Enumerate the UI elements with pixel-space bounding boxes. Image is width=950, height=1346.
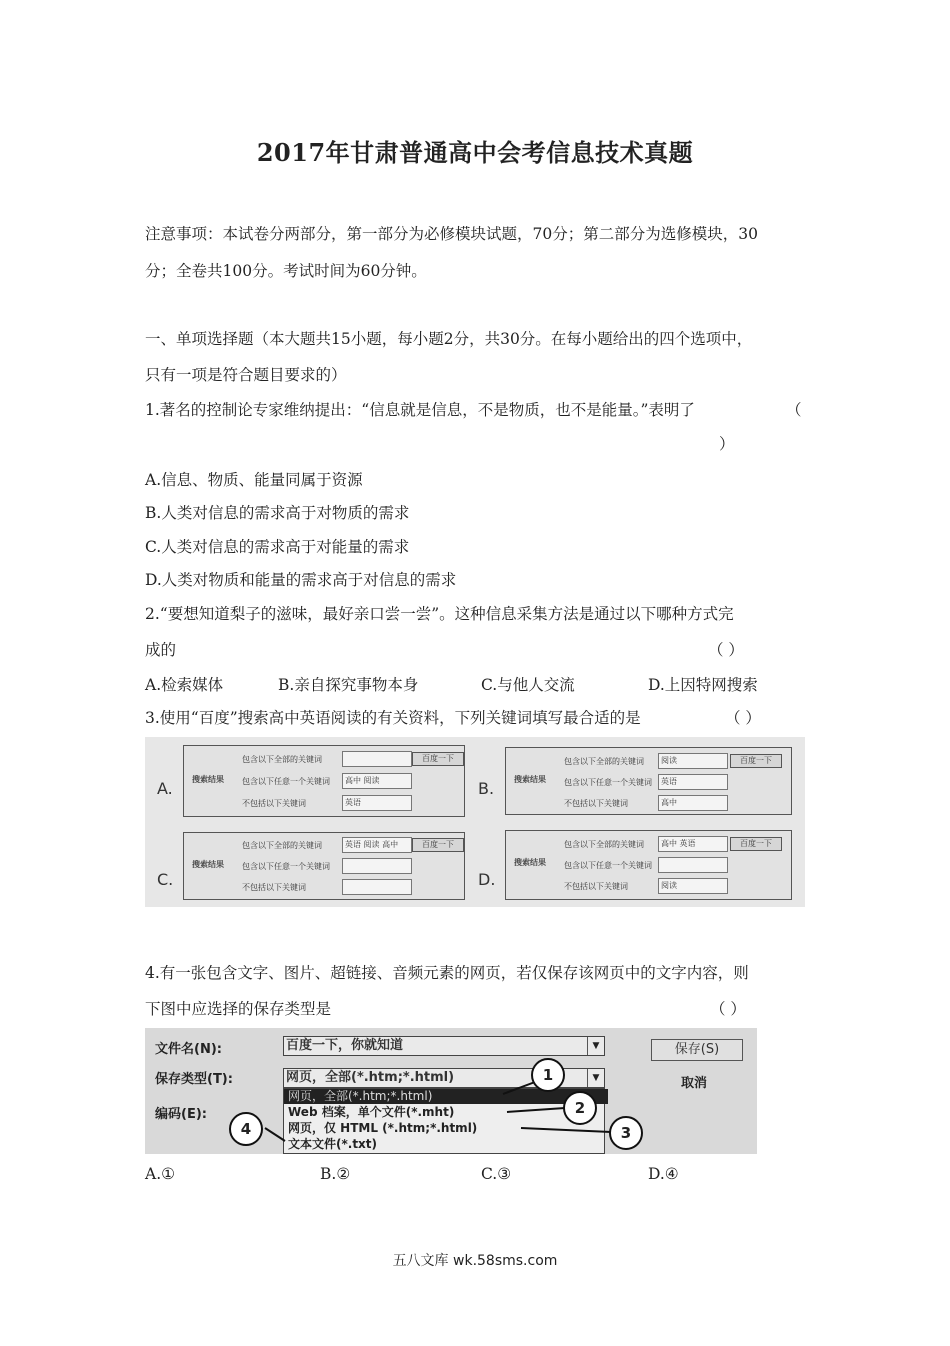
q2-option-c: C.与他人交流 <box>481 676 575 694</box>
q3-search-figure <box>145 737 805 907</box>
keyword-any-input[interactable] <box>658 857 728 873</box>
q2-option-d: D.上因特网搜索 <box>648 676 758 694</box>
q1-option-a: A.信息、物质、能量同属于资源 <box>145 471 363 489</box>
baidu-search-button[interactable]: 百度一下 <box>412 752 464 766</box>
marker-3: 3 <box>609 1116 643 1150</box>
search-results-label: 搜索结果 <box>192 860 224 869</box>
row-label-exclude: 不包括以下关键词 <box>242 799 306 808</box>
notice-line-2: 分；全卷共100分。考试时间为60分钟。 <box>145 262 427 280</box>
dropdown-option-3[interactable]: 网页，仅 HTML (*.htm;*.html) <box>288 1121 478 1135</box>
section-heading-line-1: 一、单项选择题（本大题共15小题，每小题2分，共30分。在每小题给出的四个选项中， <box>145 330 753 348</box>
chevron-down-icon[interactable]: ▼ <box>587 1069 604 1087</box>
q2-paren: （ ） <box>708 641 744 659</box>
chevron-down-icon[interactable]: ▼ <box>587 1037 604 1055</box>
q4-option-c: C.③ <box>481 1165 512 1183</box>
search-panel-c <box>183 832 465 900</box>
dropdown-option-2[interactable]: Web 档案，单个文件(*.mht) <box>288 1105 455 1119</box>
marker-4: 4 <box>229 1112 263 1146</box>
row-label-any: 包含以下任意一个关键词 <box>564 861 652 870</box>
save-type-label: 保存类型(T): <box>155 1072 233 1087</box>
search-panel-b <box>505 747 792 815</box>
marker-1: 1 <box>531 1058 565 1092</box>
q4-line-2: 下图中应选择的保存类型是 <box>145 1000 332 1018</box>
dropdown-option-4[interactable]: 文本文件(*.txt) <box>288 1137 378 1151</box>
q3-paren: （ ） <box>725 709 761 727</box>
keyword-all-input[interactable]: 高中 英语 <box>658 836 728 852</box>
q4-option-b: B.② <box>320 1165 351 1183</box>
q1-option-d: D.人类对物质和能量的需求高于对信息的需求 <box>145 571 457 589</box>
section-heading-line-2: 只有一项是符合题目要求的） <box>145 366 347 384</box>
q1-paren-open: （ <box>786 401 802 419</box>
q1-stem: 1.著名的控制论专家维纳提出：“信息就是信息，不是物质，也不是能量。”表明了 <box>145 401 695 419</box>
keyword-any-input[interactable]: 高中 阅读 <box>342 773 412 789</box>
q4-save-dialog-figure <box>145 1028 757 1154</box>
row-label-all: 包含以下全部的关键词 <box>564 840 644 849</box>
footer-watermark: 五八文库 wk.58sms.com <box>392 1253 558 1269</box>
keyword-exclude-input[interactable] <box>342 879 412 895</box>
marker-2: 2 <box>563 1091 597 1125</box>
keyword-all-input[interactable] <box>342 751 412 767</box>
q4-option-d: D.④ <box>648 1165 679 1183</box>
row-label-exclude: 不包括以下关键词 <box>564 882 628 891</box>
cancel-button[interactable]: 取消 <box>681 1076 708 1091</box>
q2-line-1: 2.“要想知道梨子的滋味，最好亲口尝一尝”。这种信息采集方法是通过以下哪种方式完 <box>145 605 734 623</box>
search-results-label: 搜索结果 <box>514 775 546 784</box>
search-results-label: 搜索结果 <box>514 858 546 867</box>
notice-line-1: 注意事项：本试卷分两部分，第一部分为必修模块试题，70分；第二部分为选修模块，30 <box>145 225 758 243</box>
keyword-any-input[interactable]: 英语 <box>658 774 728 790</box>
row-label-any: 包含以下任意一个关键词 <box>242 777 330 786</box>
baidu-search-button[interactable]: 百度一下 <box>730 837 782 851</box>
row-label-all: 包含以下全部的关键词 <box>564 757 644 766</box>
q2-option-b: B.亲自探究事物本身 <box>278 676 419 694</box>
save-type-select[interactable]: 网页，全部(*.htm;*.html) <box>283 1068 605 1088</box>
dropdown-option-1[interactable]: 网页，全部(*.htm;*.html) <box>284 1089 608 1104</box>
filename-input[interactable]: 百度一下，你就知道 <box>283 1036 605 1056</box>
filename-label: 文件名(N): <box>155 1042 222 1057</box>
q4-paren: （ ） <box>710 1000 746 1018</box>
keyword-exclude-input[interactable]: 高中 <box>658 795 728 811</box>
keyword-exclude-input[interactable]: 英语 <box>342 795 412 811</box>
row-label-any: 包含以下任意一个关键词 <box>242 862 330 871</box>
encoding-label: 编码(E): <box>155 1107 207 1122</box>
keyword-all-input[interactable]: 英语 阅读 高中 <box>342 837 412 853</box>
panel-d-letter: D. <box>478 870 496 889</box>
search-results-label: 搜索结果 <box>192 775 224 784</box>
search-panel-a <box>183 745 465 817</box>
q1-option-c: C.人类对信息的需求高于对能量的需求 <box>145 538 410 556</box>
keyword-any-input[interactable] <box>342 858 412 874</box>
q1-option-b: B.人类对信息的需求高于对物质的需求 <box>145 504 410 522</box>
panel-b-letter: B. <box>478 779 495 798</box>
panel-c-letter: C. <box>157 870 174 889</box>
baidu-search-button[interactable]: 百度一下 <box>412 838 464 852</box>
page-title: 2017年甘肃普通高中会考信息技术真题 <box>256 138 694 167</box>
q2-option-a: A.检索媒体 <box>145 676 224 694</box>
keyword-all-input[interactable]: 阅读 <box>658 753 728 769</box>
q4-option-a: A.① <box>145 1165 176 1183</box>
row-label-all: 包含以下全部的关键词 <box>242 755 322 764</box>
panel-a-letter: A. <box>157 779 173 798</box>
q3-stem: 3.使用“百度”搜索高中英语阅读的有关资料，下列关键词填写最合适的是 <box>145 709 641 727</box>
keyword-exclude-input[interactable]: 阅读 <box>658 878 728 894</box>
q2-line-2: 成的 <box>145 641 177 659</box>
q4-line-1: 4.有一张包含文字、图片、超链接、音频元素的网页，若仅保存该网页中的文字内容，则 <box>145 964 749 982</box>
row-label-exclude: 不包括以下关键词 <box>242 883 306 892</box>
row-label-exclude: 不包括以下关键词 <box>564 799 628 808</box>
baidu-search-button[interactable]: 百度一下 <box>730 754 782 768</box>
q1-paren-close: ） <box>719 435 735 453</box>
save-button[interactable]: 保存(S) <box>651 1039 743 1061</box>
row-label-all: 包含以下全部的关键词 <box>242 841 322 850</box>
search-panel-d <box>505 830 792 900</box>
row-label-any: 包含以下任意一个关键词 <box>564 778 652 787</box>
